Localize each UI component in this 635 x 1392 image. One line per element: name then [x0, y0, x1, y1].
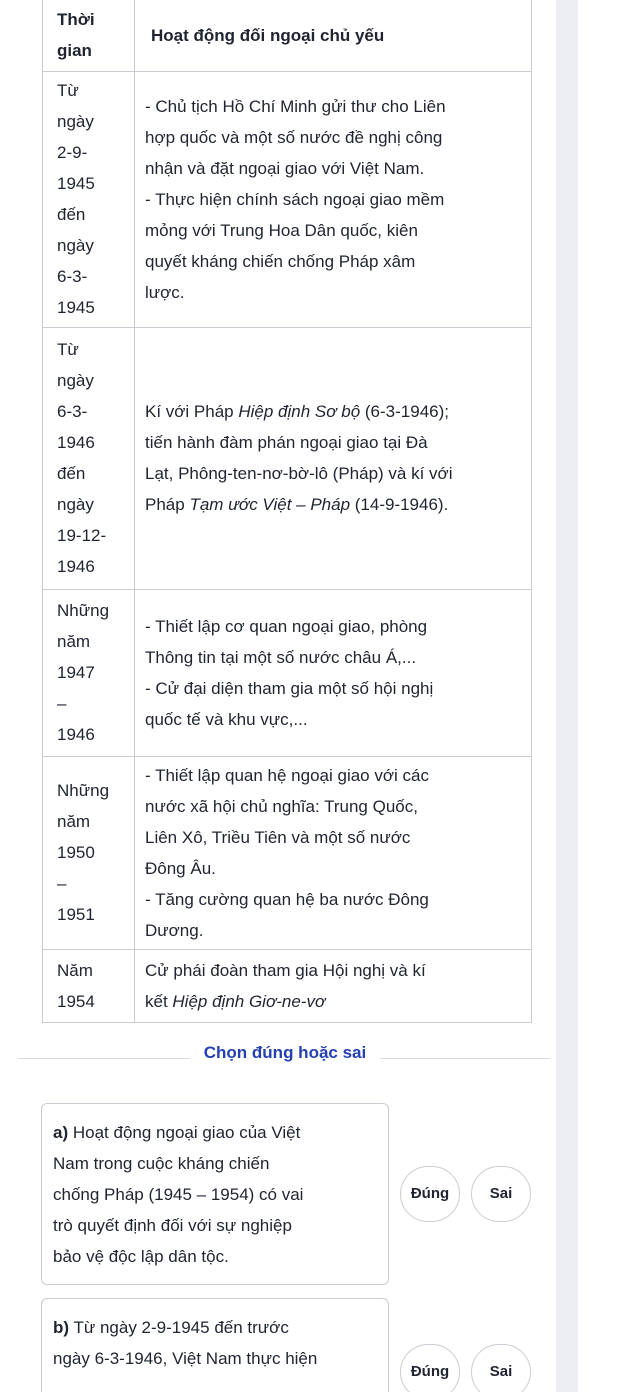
- activity-line: Dương.: [145, 920, 204, 940]
- activity-line: - Thực hiện chính sách ngoại giao mềm: [145, 189, 445, 209]
- question-text: Từ ngày 2-9-1945 đến trước: [73, 1318, 289, 1337]
- time-cell: [43, 949, 135, 1022]
- time-line: 1946: [57, 433, 95, 452]
- time-line: Từ: [57, 340, 79, 359]
- activity-line: [145, 489, 521, 520]
- activity-cell: [135, 756, 532, 949]
- activity-text: Kí với Pháp: [145, 402, 239, 421]
- activity-cell: [135, 71, 532, 327]
- question-text: bảo vệ độc lập dân tộc.: [53, 1247, 229, 1266]
- activity-line: quốc tế và khu vực,...: [145, 709, 308, 729]
- activity-cell: [135, 327, 532, 589]
- true-button-b[interactable]: Đúng: [400, 1344, 460, 1392]
- true-button-a[interactable]: Đúng: [400, 1166, 460, 1222]
- time-line: 1946: [57, 557, 95, 576]
- activity-line: Thông tin tại một số nước châu Á,...: [145, 647, 417, 667]
- question-card-b: [41, 1298, 389, 1392]
- time-cell: [43, 589, 135, 756]
- time-line: 1945: [57, 174, 95, 193]
- treaty-name: Hiệp định Giơ-ne-vơ: [172, 991, 326, 1011]
- activity-line: nhận và đặt ngoại giao với Việt Nam.: [145, 158, 425, 178]
- header-activity: Hoạt động đối ngoại chủ yếu: [135, 0, 532, 71]
- question-text: Nam trong cuộc kháng chiến: [53, 1154, 270, 1173]
- activity-line: [145, 396, 521, 427]
- time-line: đến: [57, 464, 86, 483]
- treaty-name: Tạm ước Việt – Pháp: [189, 495, 351, 514]
- scroll-rail[interactable]: [556, 0, 578, 1392]
- activity-text: (6-3-1946);: [360, 402, 449, 421]
- header-time: [43, 0, 135, 71]
- table-row: [43, 756, 532, 949]
- time-line: 2-9-: [57, 143, 88, 162]
- activity-line: - Chủ tịch Hồ Chí Minh gửi thư cho Liên: [145, 96, 446, 116]
- question-text: ngày 6-3-1946, Việt Nam thực hiện: [53, 1349, 318, 1368]
- activity-text: (14-9-1946).: [350, 495, 449, 514]
- time-line: ngày: [57, 371, 94, 390]
- activity-line: hợp quốc và một số nước đề nghị công: [145, 127, 443, 147]
- time-cell: [43, 756, 135, 949]
- activity-line: - Cử đại diện tham gia một số hội nghị: [145, 678, 434, 698]
- time-cell: [43, 71, 135, 327]
- header-time-line: gian: [57, 41, 92, 61]
- time-line: 1947: [57, 663, 95, 682]
- time-line: Năm: [57, 960, 93, 980]
- table-row: [43, 589, 532, 756]
- section-title-text: Chọn đúng hoặc sai: [190, 1043, 380, 1062]
- activity-text: kết: [145, 991, 173, 1011]
- time-line: đến: [57, 205, 86, 224]
- time-line: năm: [57, 812, 91, 831]
- time-line: Những: [57, 601, 110, 620]
- time-line: –: [57, 874, 67, 893]
- time-line: ngày: [57, 495, 94, 514]
- activity-cell: [135, 589, 532, 756]
- time-line: 6-3-: [57, 267, 88, 286]
- time-line: ngày: [57, 112, 94, 131]
- table-row: [43, 71, 532, 327]
- time-line: 1951: [57, 905, 95, 924]
- time-line: 1954: [57, 991, 95, 1011]
- time-line: 1945: [57, 298, 95, 317]
- activity-line: lược.: [145, 282, 185, 302]
- activity-line: Đông Âu.: [145, 858, 216, 878]
- activity-line: Lạt, Phông-ten-nơ-bờ-lô (Pháp) và kí với: [145, 464, 453, 483]
- activity-line: Cử phái đoàn tham gia Hội nghị và kí: [145, 960, 426, 980]
- time-line: 6-3-: [57, 402, 88, 421]
- question-card-a: [41, 1103, 389, 1285]
- time-line: ngày: [57, 236, 94, 255]
- time-line: 19-12-: [57, 526, 107, 545]
- question-text: chống Pháp (1945 – 1954) có vai: [53, 1185, 304, 1204]
- activity-line: tiến hành đàm phán ngoại giao tại Đà: [145, 433, 428, 452]
- false-button-b[interactable]: Sai: [471, 1344, 531, 1392]
- header-time-line: Thời: [57, 10, 95, 30]
- activity-line: [145, 986, 521, 1017]
- question-text: trò quyết định đối với sự nghiệp: [53, 1216, 292, 1235]
- question-text: Hoạt động ngoại giao của Việt: [72, 1123, 301, 1142]
- activity-line: - Tăng cường quan hệ ba nước Đông: [145, 889, 429, 909]
- question-label: b): [53, 1318, 70, 1337]
- activity-text: Pháp: [145, 495, 190, 514]
- time-line: năm: [57, 632, 91, 651]
- time-line: 1950: [57, 843, 95, 862]
- section-title: [0, 1043, 570, 1063]
- activity-line: quyết kháng chiến chống Pháp xâm: [145, 251, 416, 271]
- time-line: 1946: [57, 725, 95, 744]
- false-button-a[interactable]: Sai: [471, 1166, 531, 1222]
- time-line: –: [57, 694, 67, 713]
- table-row: [43, 949, 532, 1022]
- table-header-row: [43, 0, 532, 71]
- activity-line: mỏng với Trung Hoa Dân quốc, kiên: [145, 220, 418, 240]
- activity-line: - Thiết lập cơ quan ngoại giao, phòng: [145, 616, 428, 636]
- activity-line: Liên Xô, Triều Tiên và một số nước: [145, 827, 411, 847]
- diplomacy-table: [42, 0, 532, 1023]
- question-label: a): [53, 1123, 69, 1142]
- treaty-name: Hiệp định Sơ bộ: [238, 402, 361, 421]
- activity-line: - Thiết lập quan hệ ngoại giao với các: [145, 765, 429, 785]
- table-row: [43, 327, 532, 589]
- time-line: Từ: [57, 81, 79, 100]
- activity-line: nước xã hội chủ nghĩa: Trung Quốc,: [145, 796, 418, 816]
- time-cell: [43, 327, 135, 589]
- time-line: Những: [57, 781, 110, 800]
- activity-cell: [135, 949, 532, 1022]
